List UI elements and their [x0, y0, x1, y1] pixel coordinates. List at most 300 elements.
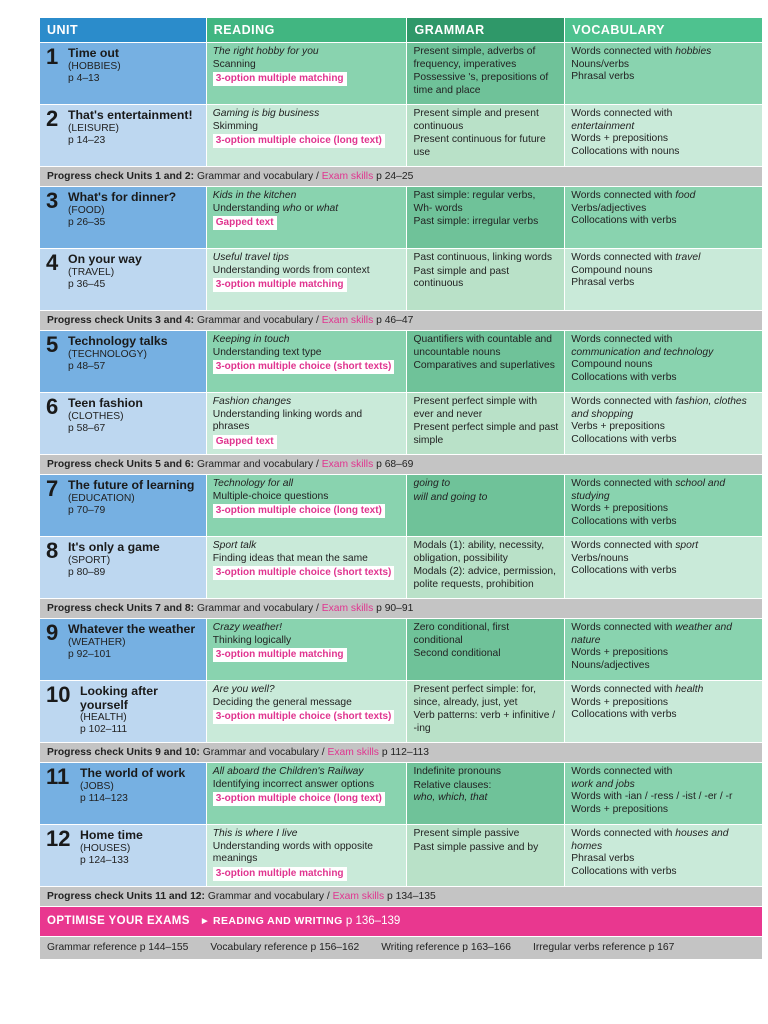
unit-number: 3 [46, 188, 59, 213]
vocabulary-emphasis: fashion, clothes and shopping [571, 396, 747, 420]
reading-skill: Understanding text type [212, 346, 322, 358]
reading-title: Kids in the kitchen [212, 190, 297, 201]
vocabulary-item [571, 684, 757, 697]
grammar-item: Verb patterns: verb + infinitive / -ing [413, 710, 556, 734]
vocabulary-item [571, 791, 757, 804]
vocabulary-text: Words connected with [571, 190, 676, 201]
vocabulary-item [571, 709, 757, 722]
reading-title: The right hobby for you [212, 46, 319, 57]
vocabulary-item [571, 866, 757, 879]
unit-info [80, 828, 143, 886]
vocabulary-item [571, 215, 757, 228]
vocabulary-text: Nouns/verbs [571, 58, 630, 70]
grammar-cell [407, 681, 564, 742]
unit-cell [40, 681, 206, 742]
vocabulary-cell [565, 105, 762, 166]
unit-title: Teen fashion [68, 396, 143, 410]
grammar-cell [407, 763, 564, 824]
vocabulary-text: Verbs + prepositions [571, 421, 665, 433]
vocabulary-emphasis: hobbies [675, 46, 712, 57]
irregular-verbs-reference: Irregular verbs reference p 167 [532, 942, 675, 953]
vocabulary-cell [565, 681, 762, 742]
progress-check-bar [40, 455, 762, 474]
reading-skill: Deciding the general message [212, 696, 352, 708]
vocabulary-emphasis: communication and technology [571, 346, 714, 358]
vocabulary-emphasis: travel [675, 252, 701, 263]
grammar-cell [407, 475, 564, 536]
unit-pages: p 36–45 [68, 278, 106, 290]
reading-title: Sport talk [212, 540, 257, 551]
vocabulary-item [571, 146, 757, 159]
unit-cell [40, 249, 206, 310]
grammar-item: Relative clauses: [413, 779, 492, 791]
vocabulary-text: Words connected with [571, 334, 673, 345]
vocabulary-text: Collocations with verbs [571, 709, 677, 721]
reading-cell [207, 249, 407, 310]
exam-task-tag: Gapped text [213, 216, 277, 230]
vocabulary-item [571, 434, 757, 447]
reading-cell [207, 43, 407, 104]
unit-info [68, 252, 142, 310]
vocabulary-item [571, 421, 757, 434]
reading-title: This is where I live [212, 828, 298, 839]
unit-cell [40, 825, 206, 886]
progress-pages: p 134–135 [387, 891, 436, 902]
vocabulary-emphasis: houses and homes [571, 828, 729, 852]
unit-cell [40, 187, 206, 248]
grammar-cell [407, 43, 564, 104]
header-unit: UNIT [40, 18, 206, 42]
unit-topic: (EDUCATION) [68, 492, 135, 504]
progress-label: Progress check Units 9 and 10: [47, 747, 200, 758]
unit-number: 11 [46, 764, 70, 789]
exam-skills-label: Exam skills [321, 459, 374, 470]
optimise-section: READING AND WRITING [212, 915, 343, 927]
vocabulary-item [571, 478, 757, 503]
progress-mid: Grammar and vocabulary / [207, 891, 330, 902]
reading-skill: Finding ideas that mean the same [212, 552, 368, 564]
vocabulary-cell [565, 763, 762, 824]
unit-cell [40, 537, 206, 598]
unit-pages: p 4–13 [68, 72, 100, 84]
reading-title: Fashion changes [212, 396, 292, 407]
grammar-item: Present continuous for future use [413, 134, 546, 158]
unit-cell [40, 331, 206, 392]
vocabulary-emphasis: school and studying [571, 478, 726, 502]
vocabulary-item [571, 553, 757, 566]
unit-topic: (WEATHER) [68, 636, 126, 648]
progress-pages: p 112–113 [381, 747, 429, 758]
grammar-item: Present perfect simple and past simple [413, 422, 559, 446]
writing-reference: Writing reference p 163–166 [381, 942, 511, 953]
vocabulary-emphasis: work and jobs [571, 778, 635, 790]
header-vocabulary: VOCABULARY [565, 18, 762, 42]
reference-footer [40, 937, 762, 959]
unit-pages: p 102–111 [80, 724, 128, 735]
unit-pages: p 26–35 [68, 216, 106, 228]
unit-info [68, 46, 121, 104]
optimise-pages: p 136–139 [345, 915, 401, 927]
unit-info [80, 766, 185, 824]
grammar-item: Present perfect simple with ever and never [413, 396, 538, 420]
unit-cell [40, 763, 206, 824]
reading-skill: Understanding words from context [212, 264, 370, 276]
reading-cell [207, 619, 407, 680]
unit-row [40, 825, 762, 886]
exam-skills-label: Exam skills [321, 171, 374, 182]
grammar-item: will and going to [413, 491, 488, 503]
unit-topic: (CLOTHES) [68, 410, 124, 422]
unit-pages: p 124–133 [80, 854, 129, 866]
grammar-item: Modals (2): advice, permission, polite requests, prohibition [413, 566, 556, 590]
unit-number: 1 [46, 44, 59, 69]
grammar-item: Comparatives and superlatives [413, 360, 555, 372]
unit-topic: (TECHNOLOGY) [68, 348, 147, 360]
vocabulary-text: Compound nouns [571, 264, 653, 276]
grammar-cell [407, 187, 564, 248]
exam-task-tag: 3-option multiple choice (short texts) [213, 360, 395, 374]
unit-cell [40, 393, 206, 454]
unit-pages: p 14–23 [68, 134, 106, 146]
reading-skill-part: what [316, 202, 339, 214]
optimise-exams-bar [40, 907, 762, 936]
progress-mid: Grammar and vocabulary / [196, 315, 319, 326]
vocabulary-text: Nouns/adjectives [571, 659, 650, 671]
unit-row [40, 187, 762, 248]
vocabulary-text: Collocations with verbs [571, 515, 677, 527]
unit-title: It's only a game [68, 540, 160, 554]
vocabulary-text: Words + prepositions [571, 803, 669, 815]
unit-row [40, 105, 762, 166]
progress-check-bar [40, 599, 762, 618]
exam-task-tag: Gapped text [213, 435, 277, 449]
vocabulary-item [571, 828, 757, 853]
vocabulary-reference: Vocabulary reference p 156–162 [210, 942, 360, 953]
vocabulary-text: Words connected with [571, 828, 676, 839]
exam-task-tag: 3-option multiple choice (long text) [213, 792, 385, 806]
unit-pages: p 48–57 [68, 360, 106, 372]
vocabulary-emphasis: weather and nature [571, 622, 732, 646]
vocabulary-item [571, 697, 757, 710]
unit-title: Technology talks [68, 334, 168, 348]
vocabulary-emphasis: food [675, 190, 696, 201]
vocabulary-cell [565, 537, 762, 598]
reading-cell [207, 763, 407, 824]
grammar-item: going to [413, 478, 451, 489]
exam-skills-label: Exam skills [327, 747, 379, 758]
unit-number: 12 [46, 826, 71, 851]
grammar-reference: Grammar reference p 144–155 [47, 942, 189, 953]
vocabulary-text: Words connected with [571, 396, 676, 407]
grammar-item: Indefinite pronouns [413, 766, 502, 777]
vocabulary-text: Phrasal verbs [571, 277, 635, 289]
unit-row [40, 537, 762, 598]
reading-cell [207, 393, 407, 454]
unit-info [68, 190, 176, 248]
reading-skill: Multiple-choice questions [212, 490, 329, 502]
exam-task-tag: 3-option multiple matching [213, 278, 347, 292]
vocabulary-item [571, 503, 757, 516]
progress-check-bar [40, 743, 762, 762]
reading-cell [207, 331, 407, 392]
vocabulary-cell [565, 249, 762, 310]
progress-pages: p 68–69 [376, 459, 414, 470]
vocabulary-text: Collocations with verbs [571, 865, 677, 877]
grammar-item: Modals (1): ability, necessity, obligation, possibility [413, 540, 545, 564]
reading-cell [207, 187, 407, 248]
unit-number: 7 [46, 476, 59, 501]
unit-info [68, 540, 160, 598]
vocabulary-item [571, 334, 757, 359]
unit-info [68, 108, 193, 166]
progress-mid: Grammar and vocabulary / [202, 747, 325, 758]
vocabulary-item [571, 804, 757, 817]
unit-number: 10 [46, 682, 71, 707]
unit-number: 5 [46, 332, 59, 357]
vocabulary-text: Collocations with verbs [571, 433, 677, 445]
vocabulary-text: Words + prepositions [571, 503, 669, 515]
unit-row [40, 43, 762, 104]
arrow-icon: ► [199, 916, 210, 927]
optimise-title: OPTIMISE YOUR EXAMS [47, 915, 190, 927]
unit-pages: p 70–79 [68, 504, 106, 516]
unit-topic: (HOUSES) [80, 842, 131, 854]
reading-skill: Scanning [212, 58, 256, 70]
grammar-cell [407, 249, 564, 310]
grammar-cell [407, 331, 564, 392]
reading-cell [207, 475, 407, 536]
grammar-item: Wh- words [413, 202, 463, 214]
vocabulary-text: Phrasal verbs [571, 853, 635, 865]
vocabulary-cell [565, 43, 762, 104]
progress-pages: p 24–25 [376, 171, 414, 182]
unit-title: Whatever the weather [68, 622, 196, 636]
vocabulary-text: Words connected with [571, 46, 676, 57]
vocabulary-text: Verbs/adjectives [571, 202, 647, 214]
vocabulary-text: Words connected with [571, 108, 673, 119]
reading-skill [213, 203, 402, 216]
unit-topic: (TRAVEL) [68, 266, 115, 278]
progress-pages: p 90–91 [376, 603, 414, 614]
vocabulary-item [571, 203, 757, 216]
reading-title: Useful travel tips [212, 252, 289, 263]
unit-cell [40, 475, 206, 536]
vocabulary-item [571, 133, 757, 146]
progress-label: Progress check Units 11 and 12: [47, 891, 205, 902]
progress-mid: Grammar and vocabulary / [196, 603, 319, 614]
header-reading: READING [207, 18, 407, 42]
vocabulary-text: Words connected with [571, 478, 676, 489]
table-header [40, 18, 762, 42]
grammar-cell [407, 537, 564, 598]
vocabulary-text: Words + prepositions [571, 647, 669, 659]
vocabulary-text: Words connected with [571, 766, 673, 777]
reading-title: All aboard the Children's Railway [212, 766, 364, 777]
unit-title: On your way [68, 252, 142, 266]
exam-skills-label: Exam skills [332, 891, 385, 902]
grammar-cell [407, 105, 564, 166]
progress-label: Progress check Units 5 and 6: [47, 459, 195, 470]
reading-cell [207, 825, 407, 886]
exam-task-tag: 3-option multiple choice (long text) [213, 504, 385, 518]
unit-info [80, 684, 201, 742]
unit-title: What's for dinner? [68, 190, 177, 204]
unit-number: 9 [46, 620, 59, 645]
vocabulary-text: Collocations with verbs [571, 371, 677, 383]
progress-label: Progress check Units 3 and 4: [47, 315, 195, 326]
unit-row [40, 475, 762, 536]
vocabulary-item [571, 108, 757, 133]
vocabulary-item [571, 647, 757, 660]
vocabulary-text: Phrasal verbs [571, 71, 635, 83]
reading-skill: Identifying incorrect answer options [212, 778, 375, 790]
exam-task-tag: 3-option multiple matching [213, 867, 347, 881]
unit-pages: p 80–89 [68, 566, 106, 578]
reading-title: Gaming is big business [212, 108, 320, 119]
reading-skill-part: or [301, 202, 317, 214]
unit-topic: (LEISURE) [68, 122, 119, 134]
unit-title: The future of learning [68, 478, 195, 492]
exam-task-tag: 3-option multiple choice (short texts) [213, 566, 395, 580]
grammar-item: Past simple: regular verbs, [413, 190, 536, 201]
vocabulary-text: Compound nouns [571, 359, 653, 371]
grammar-item: Quantifiers with countable and uncountable nouns [413, 334, 553, 358]
vocabulary-item [571, 265, 757, 278]
exam-skills-label: Exam skills [321, 315, 374, 326]
vocabulary-emphasis: entertainment [571, 120, 635, 132]
reading-skill: Understanding words with opposite meanings [212, 840, 374, 865]
reading-skill-part: Understanding [212, 202, 283, 214]
grammar-item: Second conditional [413, 648, 501, 660]
unit-number: 6 [46, 394, 59, 419]
vocabulary-item [571, 396, 757, 421]
vocabulary-item [571, 277, 757, 290]
reading-skill: Understanding linking words and phrases [212, 408, 363, 433]
unit-info [68, 622, 195, 680]
progress-check-bar [40, 311, 762, 330]
unit-row [40, 763, 762, 824]
vocabulary-text: Collocations with verbs [571, 215, 677, 227]
unit-title: The world of work [80, 766, 186, 780]
grammar-item: Past simple and past continuous [413, 265, 510, 290]
vocabulary-item [571, 622, 757, 647]
grammar-item: Present simple and present continuous [413, 108, 539, 132]
unit-title: That's entertainment! [68, 108, 193, 122]
vocabulary-item [571, 516, 757, 529]
grammar-item: Past continuous, linking words [413, 252, 552, 263]
vocabulary-text: Verbs/nouns [571, 552, 629, 564]
vocabulary-item [571, 766, 757, 791]
exam-task-tag: 3-option multiple matching [213, 648, 347, 662]
reading-cell [207, 681, 407, 742]
vocabulary-item [571, 46, 757, 59]
unit-cell [40, 619, 206, 680]
unit-row [40, 393, 762, 454]
progress-label: Progress check Units 1 and 2: [47, 171, 195, 182]
vocabulary-item [571, 540, 757, 553]
reading-skill: Thinking logically [212, 634, 292, 646]
reading-title: Keeping in touch [212, 334, 290, 345]
progress-check-bar [40, 887, 762, 906]
vocabulary-item [571, 71, 757, 84]
grammar-cell [407, 619, 564, 680]
vocabulary-cell [565, 475, 762, 536]
unit-title: Home time [80, 828, 143, 842]
grammar-cell [407, 393, 564, 454]
unit-title: Looking after yourself [80, 684, 158, 712]
grammar-item: Possessive 's, prepositions of time and place [413, 72, 549, 96]
reading-title: Crazy weather! [212, 622, 283, 633]
reading-skill: Skimming [212, 120, 258, 132]
unit-topic: (HOBBIES) [68, 60, 121, 72]
unit-row [40, 681, 762, 742]
header-grammar: GRAMMAR [407, 18, 564, 42]
unit-info [68, 334, 168, 392]
unit-info [68, 396, 143, 454]
vocabulary-text: Words connected with [571, 540, 676, 551]
unit-topic: (SPORT) [68, 554, 111, 566]
progress-mid: Grammar and vocabulary / [196, 459, 319, 470]
grammar-item: Zero conditional, first conditional [413, 622, 510, 646]
vocabulary-item [571, 660, 757, 673]
vocabulary-text: Words connected with [571, 252, 676, 263]
vocabulary-emphasis: sport [675, 540, 699, 551]
contents-table [40, 18, 762, 959]
reading-cell [207, 105, 407, 166]
grammar-item: Present perfect simple: for, since, already, just, yet [413, 684, 536, 708]
vocabulary-item [571, 252, 757, 265]
grammar-item: Past simple: irregular verbs [413, 216, 539, 228]
unit-cell [40, 43, 206, 104]
vocabulary-text: Words connected with [571, 684, 676, 695]
grammar-item: Present simple, adverbs of frequency, imperatives [413, 46, 536, 70]
vocabulary-cell [565, 393, 762, 454]
vocabulary-item [571, 565, 757, 578]
vocabulary-emphasis: health [675, 684, 704, 695]
progress-pages: p 46–47 [376, 315, 414, 326]
vocabulary-item [571, 372, 757, 385]
grammar-item: Past simple passive and by [413, 841, 539, 853]
vocabulary-text: Words + prepositions [571, 696, 669, 708]
vocabulary-text: Words + prepositions [571, 133, 669, 145]
unit-row [40, 619, 762, 680]
grammar-item: Present simple passive [413, 828, 520, 839]
vocabulary-item [571, 59, 757, 72]
vocabulary-text: Collocations with verbs [571, 565, 677, 577]
exam-task-tag: 3-option multiple choice (short texts) [213, 710, 395, 724]
unit-title: Time out [68, 46, 120, 60]
unit-info [68, 478, 194, 536]
unit-number: 2 [46, 106, 59, 131]
unit-number: 4 [46, 250, 59, 275]
reading-cell [207, 537, 407, 598]
unit-row [40, 249, 762, 310]
grammar-item: who, which, that [413, 792, 488, 804]
unit-row [40, 331, 762, 392]
reading-title: Are you well? [212, 684, 275, 695]
unit-cell [40, 105, 206, 166]
vocabulary-text: Collocations with nouns [571, 145, 680, 157]
unit-pages: p 58–67 [68, 422, 106, 434]
exam-skills-label: Exam skills [321, 603, 374, 614]
vocabulary-cell [565, 825, 762, 886]
vocabulary-cell [565, 331, 762, 392]
vocabulary-item [571, 853, 757, 866]
unit-topic: (FOOD) [68, 204, 105, 216]
vocabulary-item [571, 190, 757, 203]
unit-topic: (JOBS) [80, 780, 114, 792]
vocabulary-cell [565, 619, 762, 680]
